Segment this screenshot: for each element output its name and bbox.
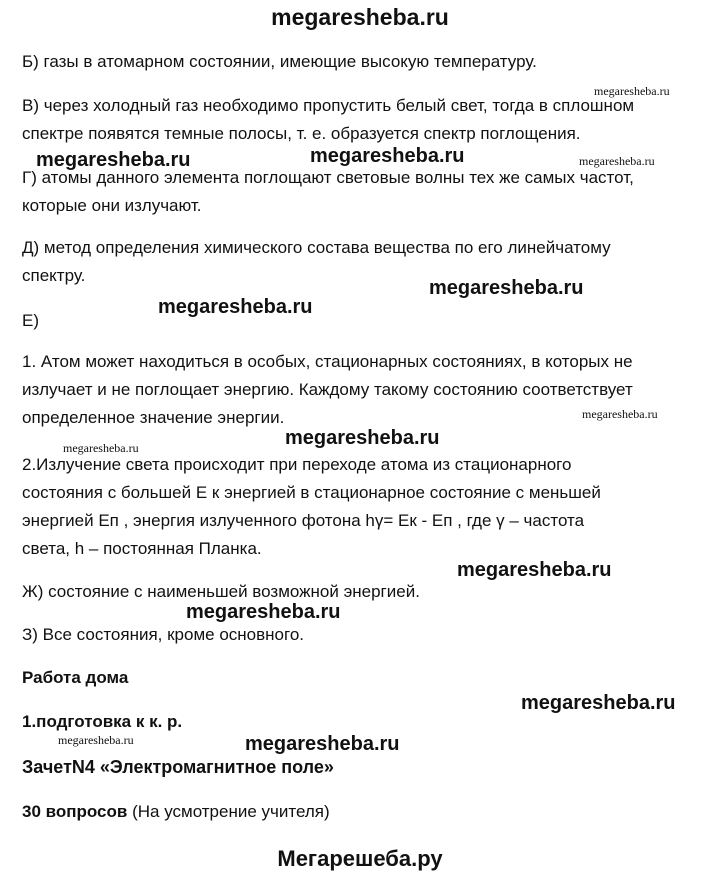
watermark: megaresheba.ru [63, 441, 139, 455]
answer-g-line1: Г) атомы данного элемента поглощают световые волны тех же самых частот, [22, 168, 634, 187]
watermark: megaresheba.ru [594, 84, 670, 98]
questions-note: (На усмотрение учителя) [127, 802, 330, 821]
site-footer: Мегарешеба.ру [277, 846, 443, 871]
watermark: megaresheba.ru [310, 145, 465, 167]
answer-b: Б) газы в атомарном состоянии, имеющие высокую температуру. [22, 52, 537, 71]
postulate2-line1: 2.Излучение света происходит при переходе атома из стационарного [22, 455, 572, 474]
postulate1-line2: излучает и не поглощает энергию. Каждому такому состоянию соответствует [22, 380, 633, 399]
watermark: megaresheba.ru [582, 407, 658, 421]
homework-item-1: 1.подготовка к к. р. [22, 712, 183, 731]
watermark: megaresheba.ru [285, 427, 440, 449]
answer-z: З) Все состояния, кроме основного. [22, 625, 304, 644]
postulate2-line4: света, h – постоянная Планка. [22, 539, 262, 558]
answer-d-line2: спектру. [22, 266, 86, 285]
postulate1-line3: определенное значение энергии. [22, 408, 285, 427]
watermark: megaresheba.ru [579, 154, 655, 168]
postulate2-line3: энергией Еп , энергия излученного фотона hγ= Ек - Еп , где γ – частота [22, 511, 585, 530]
homework-title: Работа дома [22, 668, 129, 687]
watermark: megaresheba.ru [186, 601, 341, 623]
answer-d-line1: Д) метод определения химического состава вещества по его линейчатому [22, 238, 611, 257]
watermark: megaresheba.ru [245, 733, 400, 755]
watermark: megaresheba.ru [429, 277, 584, 299]
watermark: megaresheba.ru [36, 149, 191, 171]
answer-v-line2: спектре появятся темные полосы, т. е. образуется спектр поглощения. [22, 124, 581, 143]
answer-g-line2: которые они излучают. [22, 196, 202, 215]
answer-v-line1: В) через холодный газ необходимо пропустить белый свет, тогда в сплошном [22, 96, 635, 115]
watermark: megaresheba.ru [457, 559, 612, 581]
watermark: megaresheba.ru [521, 692, 676, 714]
questions-line [22, 802, 330, 822]
answer-zh: Ж) состояние с наименьшей возможной энергией. [22, 582, 420, 601]
test-title: ЗачетN4 «Электромагнитное поле» [22, 757, 334, 777]
watermark: megaresheba.ru [158, 296, 313, 318]
postulate2-line2: состояния с большей Е к энергией в стационарное состояние с меньшей [22, 483, 601, 502]
answer-e-label: Е) [22, 311, 39, 330]
watermark: megaresheba.ru [58, 733, 134, 747]
site-header: megaresheba.ru [271, 4, 449, 30]
questions-count: 30 вопросов [22, 802, 128, 821]
postulate1-line1: 1. Атом может находиться в особых, стационарных состояниях, в которых не [22, 352, 633, 371]
